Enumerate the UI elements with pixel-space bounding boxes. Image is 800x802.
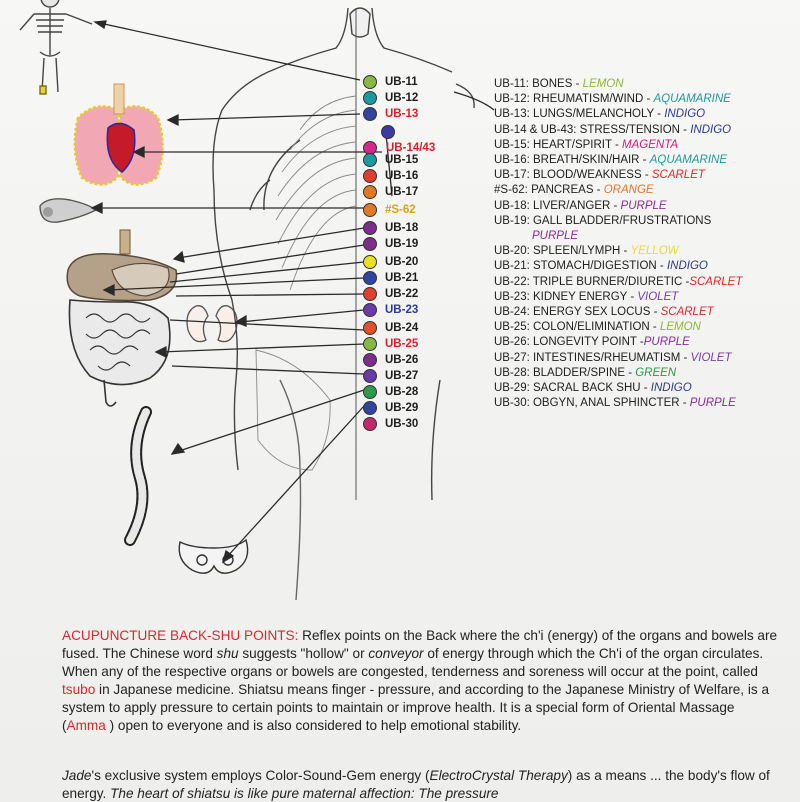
acupoint-label: UB-25 [385, 338, 419, 350]
legend-text: UB-22: TRIPLE BURNER/DIURETIC - [494, 275, 690, 288]
legend-color-name: GREEN [635, 366, 677, 379]
acupoint-dot [364, 92, 377, 105]
legend-color-name: PURPLE [643, 336, 690, 349]
lungs-heart-icon [75, 84, 163, 185]
acupoint-label: UB-20 [385, 256, 419, 268]
acupoint-dot [364, 108, 377, 121]
acupoint-label: UB-21 [385, 272, 419, 284]
legend-color-name: INDIGO [650, 382, 692, 395]
legend-color-name: LEMON [659, 321, 701, 334]
amma-term: Amma [66, 718, 106, 733]
legend-color-name: SCARLET [689, 275, 743, 288]
legend-row [494, 351, 794, 366]
acupoint-dot [364, 256, 377, 269]
legend-row [494, 199, 794, 214]
acupoint-dot [364, 154, 377, 167]
legend-row [494, 168, 794, 183]
acupoint-label: UB-13 [385, 108, 419, 120]
acupoint-label: UB-22 [385, 288, 419, 300]
acupoint-label: UB-30 [385, 418, 419, 430]
legend-text: UB-13: LUNGS/MELANCHOLY - [494, 108, 665, 121]
legend-text: UB-19: GALL BLADDER/FRUSTRATIONS [494, 214, 712, 227]
legend-color-name: INDIGO [690, 123, 732, 136]
acupoint-label: UB-29 [385, 402, 419, 414]
legend-text: #S-62: PANCREAS - [494, 184, 604, 197]
legend-row [494, 183, 794, 198]
legend-text: UB-29: SACRAL BACK SHU - [494, 382, 651, 395]
legend-text: UB-28: BLADDER/SPINE - [494, 366, 636, 379]
legend-row [494, 381, 794, 396]
acupoint-label: UB-14/43 [386, 142, 436, 154]
legend-row [494, 77, 794, 92]
spine-icon [130, 412, 146, 540]
legend-row [494, 366, 794, 381]
acupoint-label: UB-11 [385, 76, 418, 88]
acupoint-dot [364, 354, 377, 367]
acupoint-dot [364, 338, 377, 351]
legend-row [494, 138, 794, 153]
legend-text: UB-12: RHEUMATISM/WIND - [494, 93, 654, 106]
legend-color-name: AQUAMARINE [653, 93, 731, 106]
acupoint-label: UB-16 [385, 170, 419, 182]
acupoint-label: UB-23 [385, 304, 419, 316]
legend-text: UB-23: KIDNEY ENERGY - [494, 290, 638, 303]
legend-row [494, 214, 794, 229]
acupoint-dot [364, 272, 377, 285]
legend-text: UB-14 & UB-43: STRESS/TENSION - [494, 123, 691, 136]
acupoint-label: #S-62 [385, 204, 416, 216]
legend-text: UB-30: OBGYN, ANAL SPHINCTER - [494, 397, 690, 410]
acupoint-dot [364, 238, 377, 251]
acupoint-dot [364, 142, 377, 155]
legend-color-name: PURPLE [620, 199, 667, 212]
acupoint-label: UB-28 [385, 386, 419, 398]
legend-color-name: AQUAMARINE [649, 154, 728, 167]
legend-row [494, 244, 794, 259]
legend-row [494, 92, 794, 107]
section-heading: ACUPUNCTURE BACK-SHU POINTS: [62, 628, 299, 643]
legend-color-name: VIOLET [637, 290, 679, 303]
acupoint-label: UB-18 [385, 222, 419, 234]
legend-text: UB-27: INTESTINES/RHEUMATISM - [494, 351, 691, 364]
acupoint-dot [382, 126, 395, 139]
acupoint-dot [364, 170, 377, 183]
legend-color-name: SCARLET [660, 306, 714, 319]
acupoint-dot [364, 186, 377, 199]
acupoint-label: UB-26 [385, 354, 419, 366]
legend-color-name: YELLOW [630, 245, 679, 258]
acupoint-label: UB-17 [385, 186, 419, 198]
legend-row [494, 123, 794, 138]
skeleton-icon [20, 0, 92, 94]
legend-row [494, 335, 794, 350]
legend-row [494, 320, 794, 335]
tsubo-term: tsubo [62, 682, 96, 697]
legend-color-name: SCARLET [651, 169, 705, 182]
acupoint-dot [364, 204, 377, 217]
legend-color-name: LEMON [582, 78, 624, 90]
acupoint-dot [364, 304, 377, 317]
legend-row [494, 290, 794, 305]
legend-row [494, 107, 794, 122]
intestines-icon [69, 300, 169, 406]
legend-color-name: INDIGO [666, 260, 708, 273]
legend-text: UB-18: LIVER/ANGER - [494, 199, 621, 212]
legend-text: UB-17: BLOOD/WEAKNESS - [494, 169, 652, 182]
acupoint-dot [364, 322, 377, 335]
body-outline [213, 8, 474, 600]
acupoint-label: UB-15 [385, 154, 419, 166]
acupoint-dot [364, 370, 377, 383]
legend-text: UB-16: BREATH/SKIN/HAIR - [494, 154, 650, 167]
description-paragraph: ACUPUNCTURE BACK-SHU POINTS: Reflex points on the Back where the ch'i (energy) of the organs and bowels are fused. The Chinese word shu suggests "hollow" or conveyor of energy through which the Ch'i of the organ circulates. When any of the respective organs or bowels are congested, tenderness and soreness will occur at the point, called tsubo in Japanese medicine. Shiatsu means finger - pressure, and according to the Japanese Ministry of Welfare, is a system to apply pressure to certain points to maintain or improve health. It is a special form of Oriental Massage (Amma ) open to everyone and is also considered to help emotional stability. [62, 628, 778, 733]
legend-text: UB-24: ENERGY SEX LOCUS - [494, 306, 661, 319]
legend-text: UB-20: SPLEEN/LYMPH - [494, 245, 631, 258]
acupoint-label: UB-27 [385, 370, 419, 382]
acupoint-dot [364, 288, 377, 301]
legend-color-name: MAGENTA [622, 138, 679, 151]
acupoint-label: UB-24 [385, 322, 419, 334]
legend-row [494, 275, 794, 290]
legend-color-name: PURPLE [689, 397, 736, 410]
acupoint-dot [364, 418, 377, 431]
acupoint-dot [364, 386, 377, 399]
legend-text: UB-21: STOMACH/DIGESTION - [494, 260, 667, 273]
acupoint-dot [364, 402, 377, 415]
legend-row [494, 396, 794, 411]
legend-color-name: INDIGO [664, 108, 706, 121]
legend-row [494, 305, 794, 320]
acupoint-dot [364, 222, 377, 235]
legend-row [494, 153, 794, 168]
legend-color-name: ORANGE [603, 184, 654, 197]
acupoint-label: UB-19 [385, 238, 419, 250]
acupoint-label: UB-12 [385, 92, 419, 104]
legend-text: UB-11: BONES - [494, 78, 583, 90]
pancreas-icon [40, 199, 96, 222]
legend-row [494, 259, 794, 274]
legend-list [494, 77, 794, 411]
legend-color-name: PURPLE [532, 230, 579, 243]
legend-text: UB-26: LONGEVITY POINT - [494, 336, 644, 349]
description-paragraph-2: Jade's exclusive system employs Color-Sound-Gem energy (ElectroCrystal Therapy) as a means ... the body's flow of energy. The heart of shiatsu is like pure maternal affection: The pressure [62, 768, 770, 801]
legend-text: UB-15: HEART/SPIRIT - [494, 138, 623, 151]
legend-color-name: VIOLET [690, 351, 732, 364]
brand-logo: Jade [62, 768, 92, 783]
legend-row [494, 229, 794, 244]
legend-text: UB-25: COLON/ELIMINATION - [494, 321, 660, 334]
acupoint-dot [364, 76, 377, 89]
